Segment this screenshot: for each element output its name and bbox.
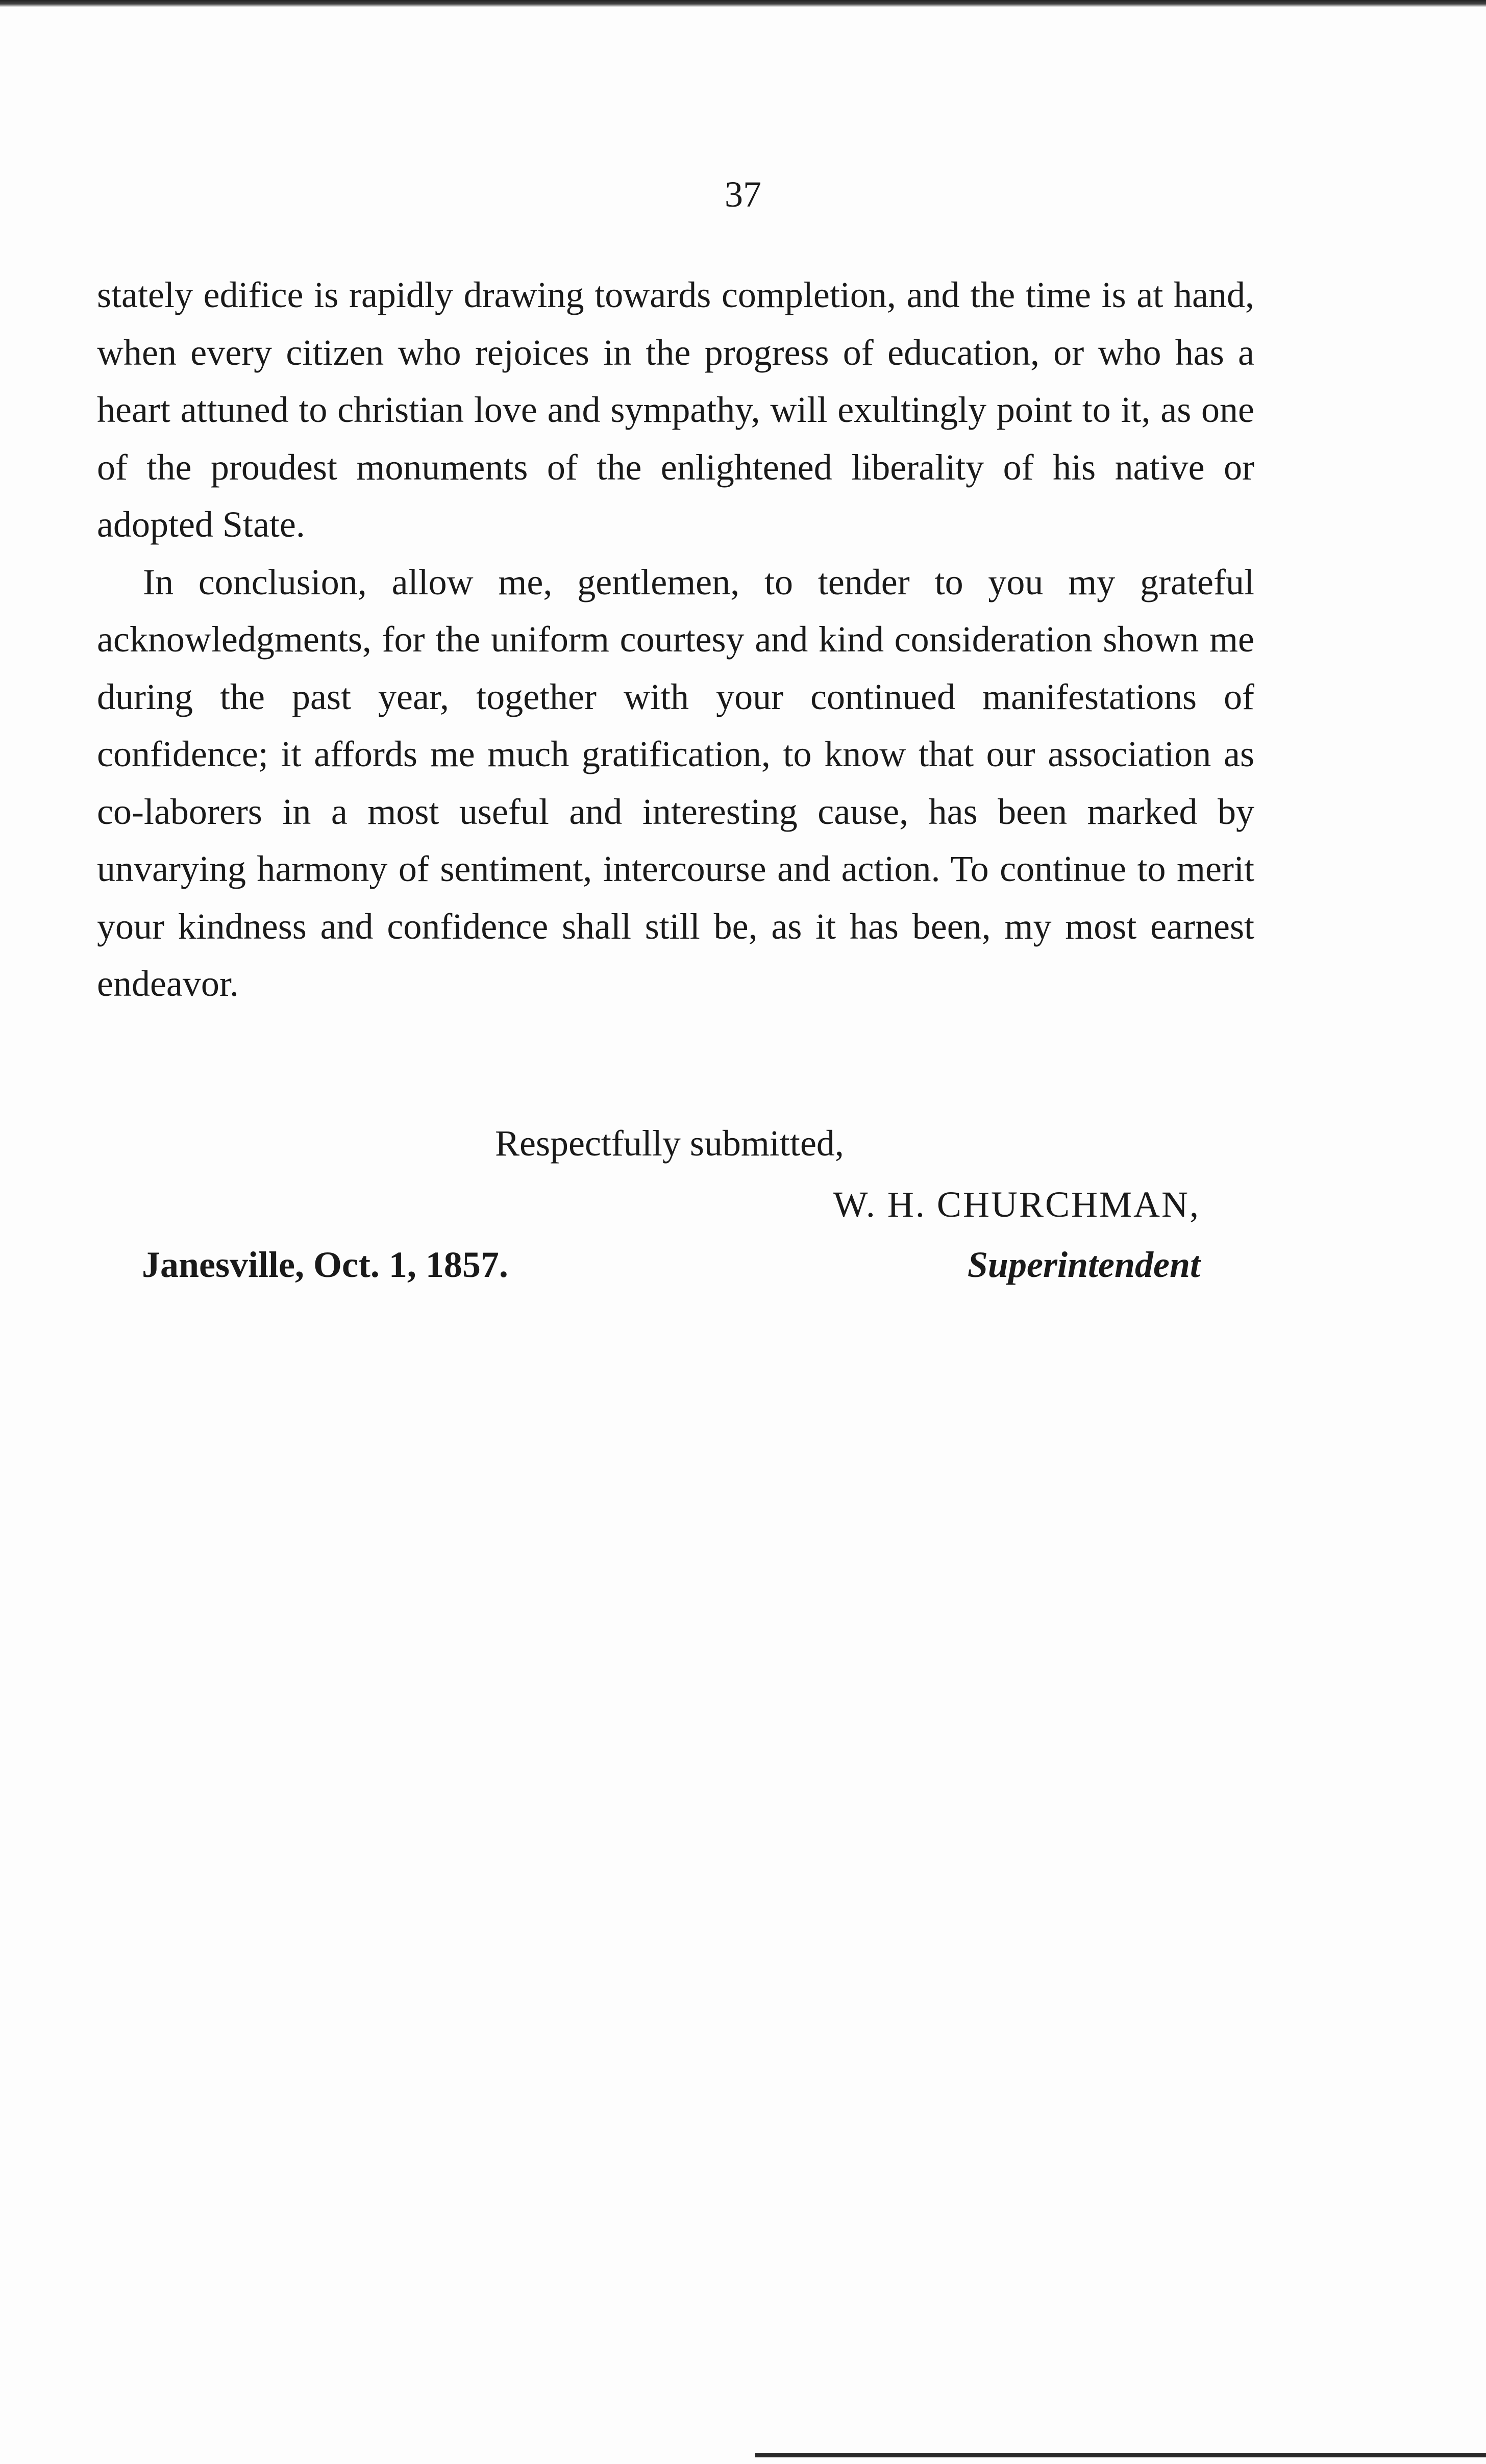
report-body — [97, 266, 1254, 1013]
page-number: 37 — [725, 174, 761, 215]
bottom-edge-rule — [755, 2453, 1486, 2457]
paragraph-conclusion: In conclusion, allow me, gentlemen, to tender to you my grateful acknowledgments, for the uniform courtesy and kind consideration shown me during the past year, together with your continued manifestations of confidence; it affords me much gratification, to know that our association as co-laborers in a most useful and interesting cause, has been marked by unvarying harmony of sentiment, intercourse and action. To continue to merit your kindness and confidence shall still be, as it has been, my most earnest endeavor. — [97, 561, 1254, 1004]
paragraph-continuation: stately edifice is rapidly drawing towards completion, and the time is at hand, when every citizen who rejoices in the progress of education, or who has a heart attuned to christian love and sympathy, will exultingly point to it, as one of the proudest monuments of the enlightened liberality of his native or adopted State. — [97, 274, 1254, 545]
reverse-side-bleed-through — [286, 1607, 745, 1740]
closing-line: Respectfully submitted, — [495, 1123, 844, 1164]
place-and-date: Janesville, Oct. 1, 1857. — [142, 1244, 508, 1285]
top-edge-rule — [0, 0, 1486, 7]
signatory-title: Superintendent — [967, 1244, 1200, 1285]
signatory-name: W. H. CHURCHMAN, — [833, 1184, 1200, 1225]
